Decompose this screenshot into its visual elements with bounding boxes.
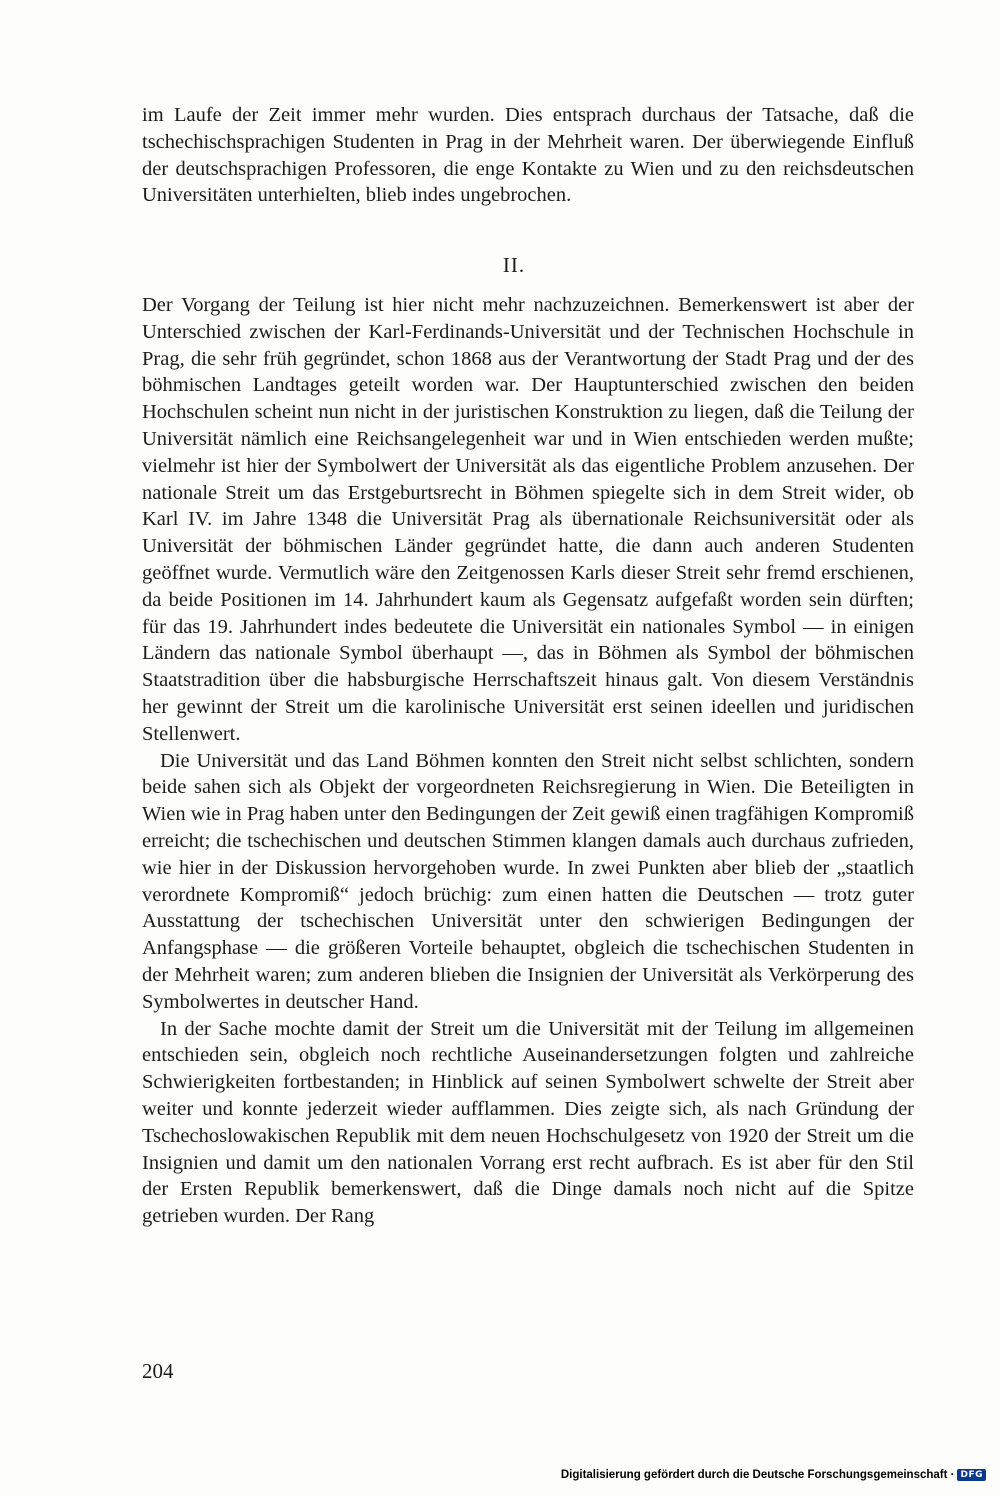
digitization-credit-text: Digitalisierung gefördert durch die Deutsche Forschungsgemeinschaft · xyxy=(560,1469,955,1481)
dfg-logo-icon: DFG xyxy=(957,1469,986,1481)
body-paragraph-3: In der Sache mochte damit der Streit um die Universität mit der Teilung im allgemeinen entschieden sein, obgleich noch rechtliche Auseinandersetzungen folgten und zahlreiche Schwierigkeiten fortbestanden; in Hinblick auf seinen Symbolwert schwelte der Streit aber weiter und konnte jederzeit wieder aufflammen. Dies zeigte sich, als nach Gründung der Tschechoslowakischen Republik mit dem neuen Hochschulgesetz von 1920 der Streit um die Insignien und damit um den nationalen Vorrang erst recht aufbrach. Es ist aber für den Stil der Ersten Republik bemerkenswert, daß die Dinge damals noch nicht auf die Spitze getrieben wurden. Der Rang xyxy=(142,1017,914,1228)
section-heading: II. xyxy=(502,253,526,277)
digitization-credit xyxy=(561,1469,986,1481)
page-number: 204 xyxy=(142,1359,174,1383)
body-paragraph-1: Der Vorgang der Teilung ist hier nicht mehr nachzuzeichnen. Bemerkenswert ist aber der Unterschied zwischen der Karl-Ferdinands-Universität und der Technischen Hochschule in Prag, die sehr früh gegründet, schon 1868 aus der Verantwortung der Stadt Prag und der des böhmischen Landtages geteilt worden war. Der Hauptunterschied zwischen den beiden Hochschulen scheint nun nicht in der juristischen Konstruktion zu liegen, daß die Teilung der Universität nämlich eine Reichsangelegenheit war und in Wien entschieden werden mußte; vielmehr ist hier der Symbolwert der Universität als das eigentliche Problem anzusehen. Der nationale Streit um das Erstgeburtsrecht in Böhmen spiegelte sich in dem Streit wider, ob Karl IV. im Jahre 1348 die Universität Prag als übernationale Reichsuniversität oder als Universität der böhmischen Länder gegründet hatte, die dann auch anderen Studenten geöffnet wurde. Vermutlich wäre den Zeitgenossen Karls dieser Streit sehr fremd erschienen, da beide Positionen im 14. Jahrhundert kaum als Gegensatz aufgefaßt worden sein dürften; für das 19. Jahrhundert indes bedeutete die Universität ein nationales Symbol — in einigen Ländern das nationale Symbol überhaupt —, das in Böhmen als Symbol der böhmischen Staatstradition über die habsburgische Herrschaftszeit hinaus galt. Von diesem Verständnis her gewinnt der Streit um die karolinische Universität erst seinen ideellen und juridischen Stellenwert. xyxy=(142,294,914,745)
intro-paragraph-text: im Laufe der Zeit immer mehr wurden. Dies entsprach durchaus der Tatsache, daß die tschechischsprachigen Studenten in Prag in der Mehrheit waren. Der überwiegende Einfluß der deutschsprachigen Professoren, die enge Kontakte zu Wien und zu den reichsdeutschen Universitäten unterhielten, blieb indes ungebrochen. xyxy=(142,104,914,207)
body-paragraph-2: Die Universität und das Land Böhmen konnten den Streit nicht selbst schlichten, sondern beide sahen sich als Objekt der vorgeordneten Reichsregierung in Wien. Die Beteiligten in Wien wie in Prag haben unter den Bedingungen der Zeit gewiß einen tragfähigen Kompromiß erreicht; die tschechischen und deutschen Stimmen klangen damals auch durchaus zufrieden, wie hier in der Diskussion hervorgehoben wurde. In zwei Punkten aber blieb der „staatlich verordnete Kompromiß“ jedoch brüchig: zum einen hatten die Deutschen — trotz guter Ausstattung der tschechischen Universität unter den schwierigen Bedingungen der Anfangsphase — die größeren Vorteile behauptet, obgleich die tschechischen Studenten in der Mehrheit waren; zum anderen blieben die Insignien der Universität als Verkörperung des Symbolwertes in deutscher Hand. xyxy=(142,749,914,1013)
section-body xyxy=(142,292,914,1230)
intro-paragraph xyxy=(142,102,914,209)
